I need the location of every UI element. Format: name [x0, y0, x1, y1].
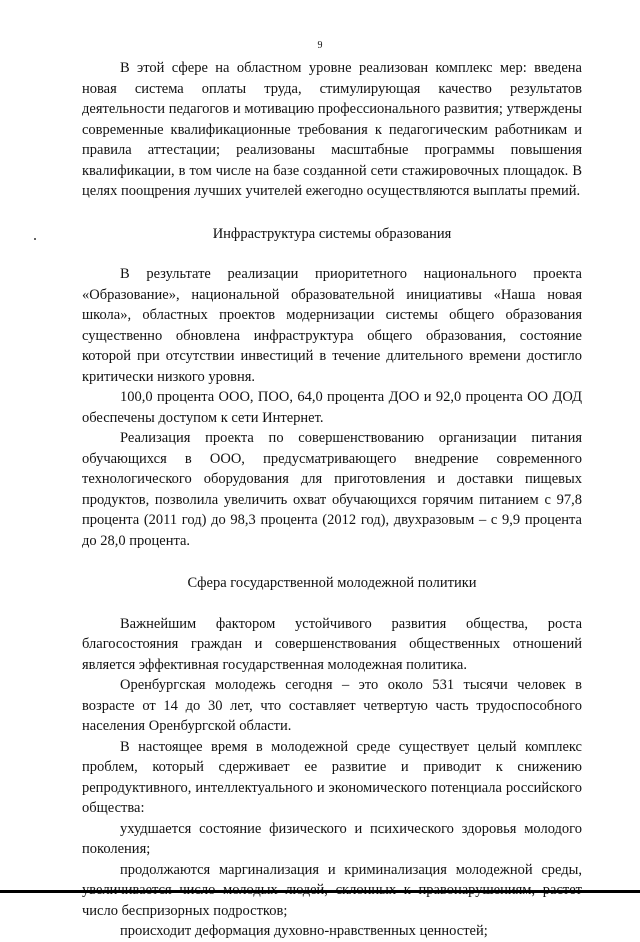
paragraph: Оренбургская молодежь сегодня – это около 531 тысячи человек в возрасте от 14 до 30 лет, что составляет четвертую часть трудоспособного населения Оренбургской области. [82, 677, 582, 734]
margin-mark [34, 238, 36, 240]
paragraph: В результате реализации приоритетного национального проекта «Образование», национальной образовательной инициативы «Наша новая школа», областных проектов модернизации системы общего образования существенно обновлена инфраструктура общего образования, состояние которой при отсутствии инвестиций в течение длительного времени достигло критически низкого уровня. [82, 266, 582, 385]
document-body [82, 58, 582, 942]
section-heading-youth-policy: Сфера государственной молодежной политики [187, 575, 477, 591]
paragraph: Реализация проекта по совершенствованию организации питания обучающихся в ООО, предусматривающего внедрение современного технологического оборудования для приготовления и доставки пищевых продуктов, позволила увеличить охват обучающихся горячим питанием с 97,8 процента (2011 год) до 98,3 процента (2012 год), двухразовым – с 9,9 процента до 28,0 процента. [82, 430, 582, 549]
list-item: происходит деформация духовно-нравственных ценностей; [120, 923, 488, 939]
section-heading-infrastructure: Инфраструктура системы образования [212, 225, 452, 242]
scan-edge-bar [0, 890, 640, 893]
list-item: ухудшается состояние физического и психического здоровья молодого поколения; [82, 820, 582, 857]
list-item: продолжаются маргинализация и криминализация молодежной среды, число беспризорных подростков; [82, 861, 582, 919]
paragraph: В этой сфере на областном уровне реализован комплекс мер: введена новая система оплаты труда, стимулирующая качество результатов деятельности педагогов и мотивацию профессионального развития; утверждены современные квалификационные требования к педагогическим работникам и правила аттестации; реализованы масштабные программы повышения квалификации, в том числе на базе созданной сети стажировочных площадок. В целях поощрения лучших учителей ежегодно осуществляются выплаты премий. [82, 60, 582, 199]
paragraph: Важнейшим фактором устойчивого развития общества, роста благосостояния граждан и совершенствования общественных отношений является эффективная государственная молодежная политика. [82, 615, 582, 673]
page-number: 9 [317, 40, 323, 51]
paragraph: 100,0 процента ООО, ПОО, 64,0 процента ДОО и 92,0 процента ОО ДОД обеспечены доступом к сети Интернет. [82, 389, 582, 426]
paragraph: В настоящее время в молодежной среде существует целый комплекс проблем, который сдерживает ее развитие и приводит к снижению репродуктивного, интеллектуального и экономического потенциала российского общества: [82, 738, 582, 816]
